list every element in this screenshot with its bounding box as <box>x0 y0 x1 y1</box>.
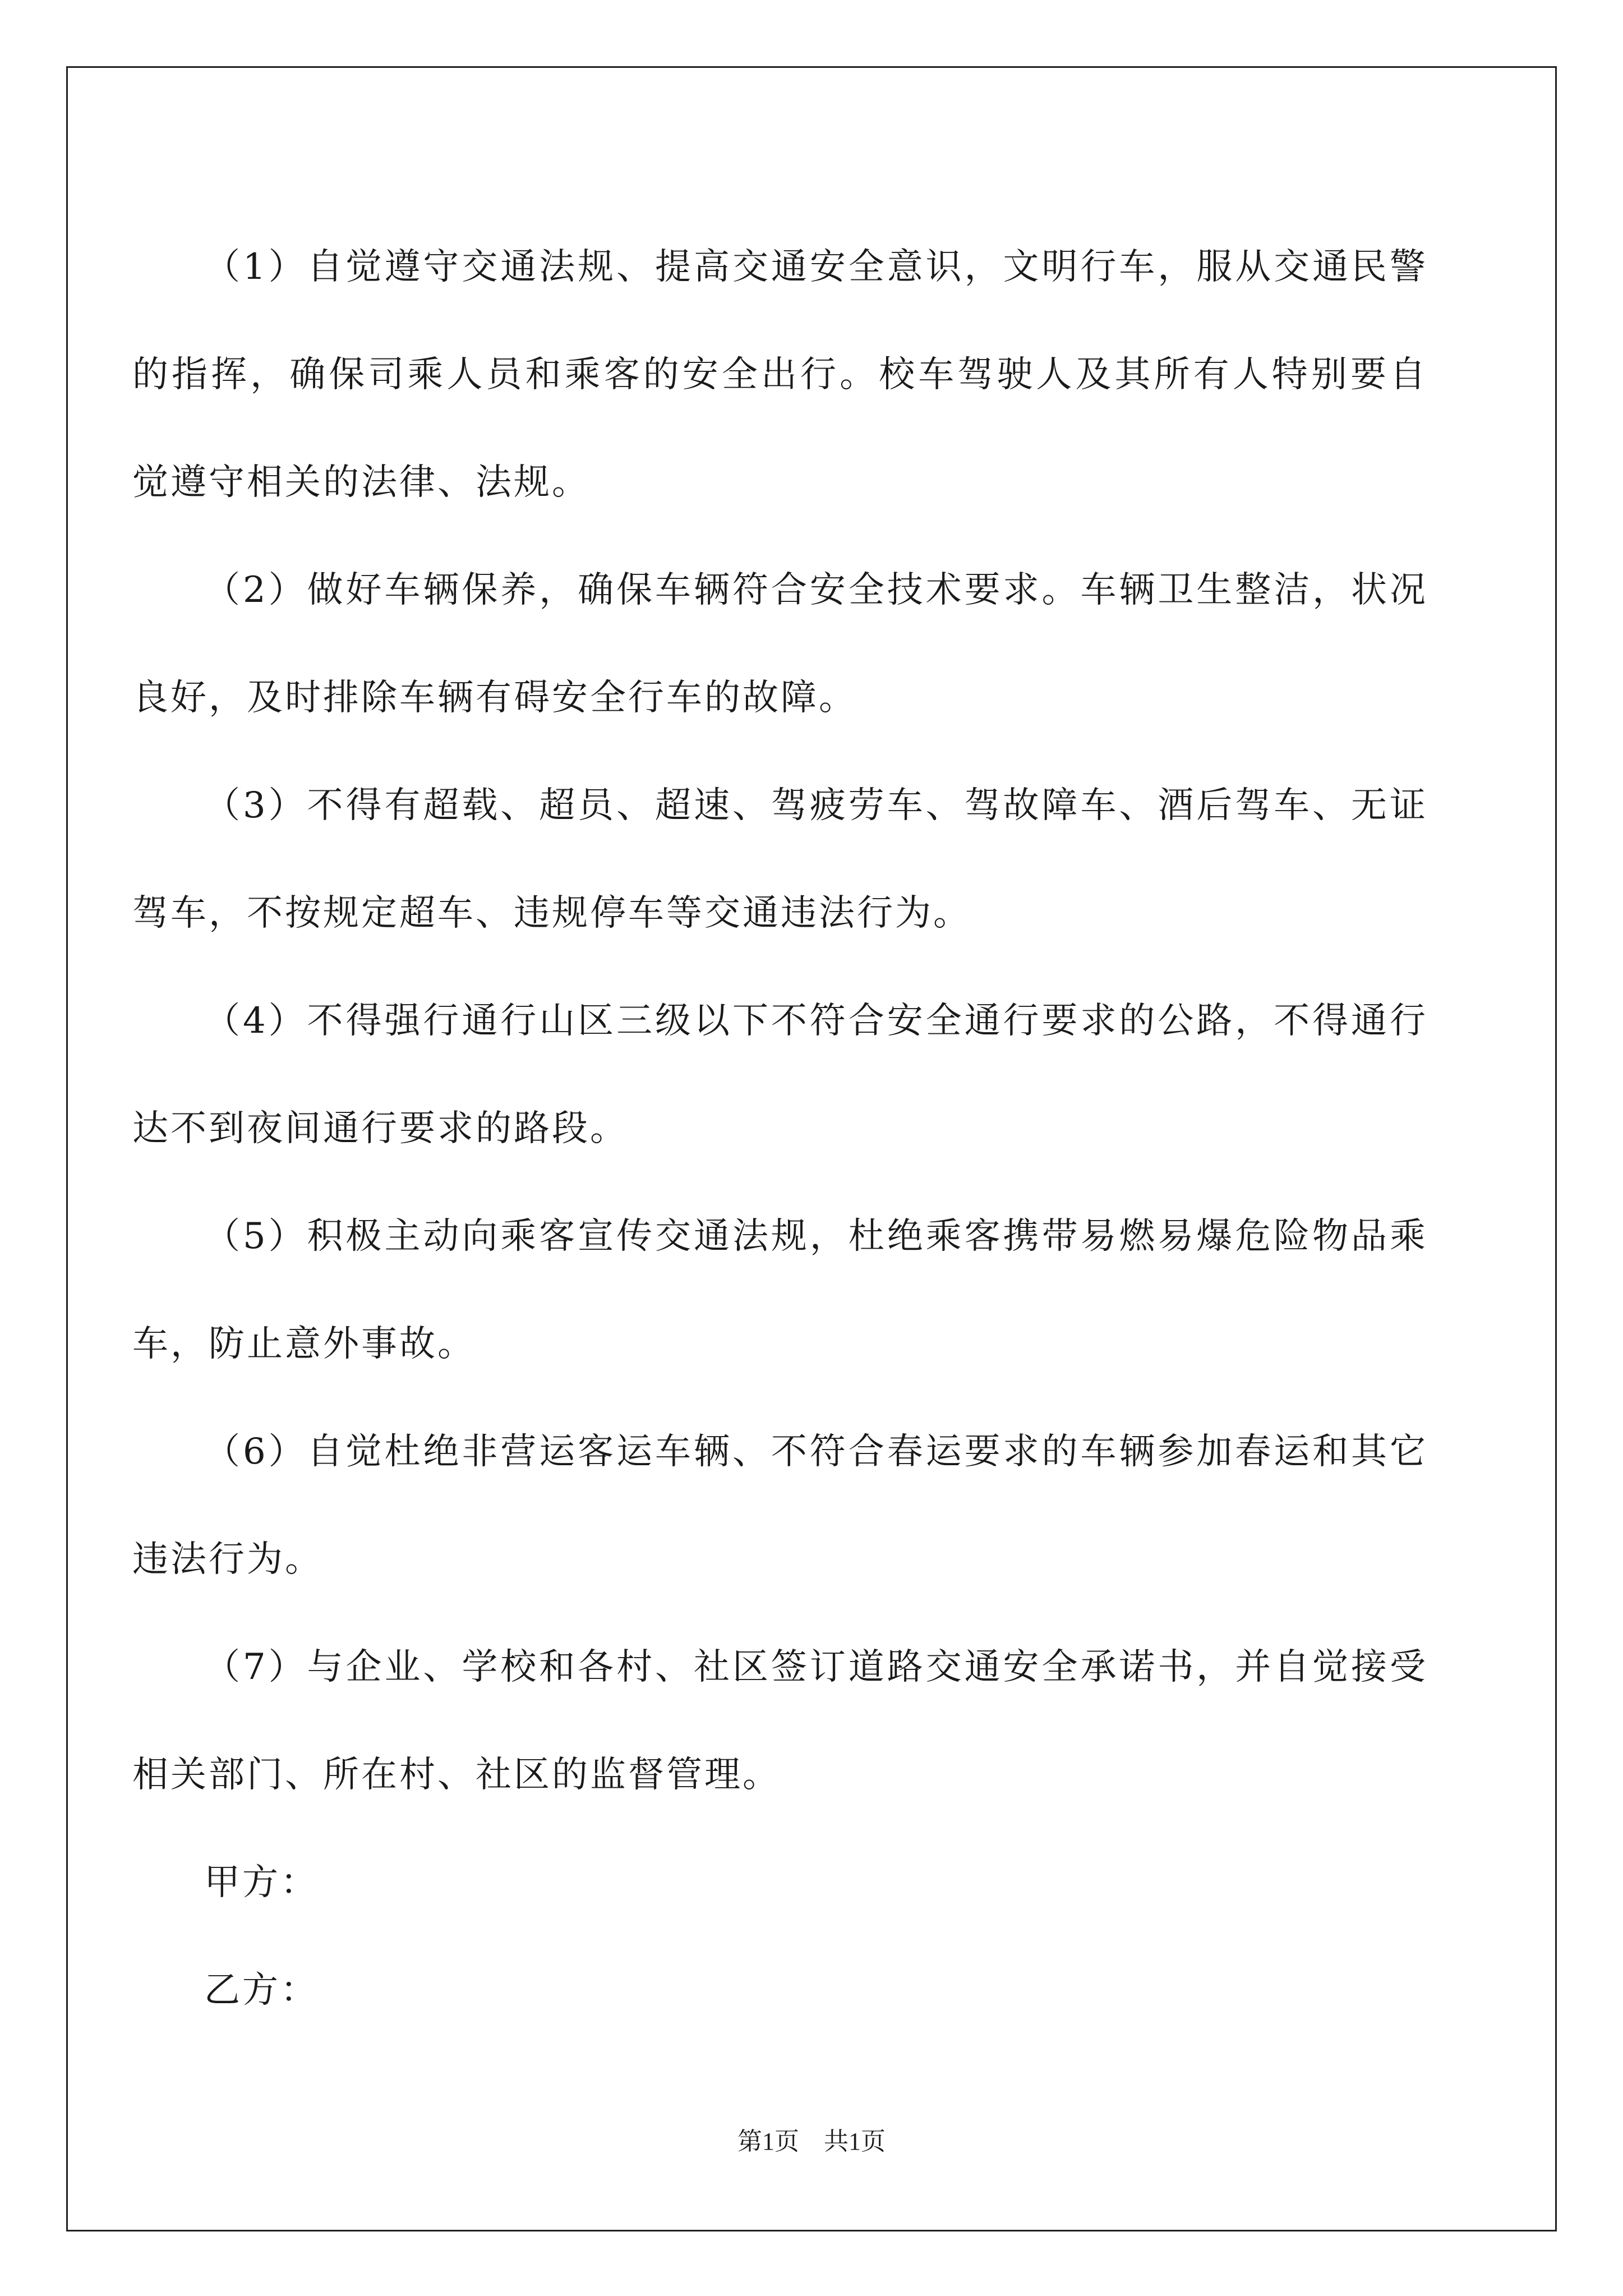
document-body <box>132 213 1428 2044</box>
clause-2: （2）做好车辆保养，确保车辆符合安全技术要求。车辆卫生整洁，状况良好，及时排除车辆有碍安全行车的故障。 <box>132 569 1428 719</box>
page-number-footer: 第1页 共1页 <box>737 2128 886 2155</box>
clause-7: （7）与企业、学校和各村、社区签订道路交通安全承诺书，并自觉接受相关部门、所在村、社区的监督管理。 <box>132 1646 1428 1796</box>
party-b-signature-line: 乙方： <box>204 1970 319 2011</box>
clause-1: （1）自觉遵守交通法规、提高交通安全意识，文明行车，服从交通民警的指挥，确保司乘人员和乘客的安全出行。校车驾驶人及其所有人特别要自觉遵守相关的法律、法规。 <box>132 246 1428 503</box>
party-a-signature-line: 甲方： <box>204 1862 319 1903</box>
clause-5: （5）积极主动向乘客宣传交通法规，杜绝乘客携带易燃易爆危险物品乘车，防止意外事故。 <box>132 1216 1428 1365</box>
clause-3: （3）不得有超载、超员、超速、驾疲劳车、驾故障车、酒后驾车、无证驾车，不按规定超车、违规停车等交通违法行为。 <box>132 785 1428 934</box>
clause-4: （4）不得强行通行山区三级以下不符合安全通行要求的公路，不得通行达不到夜间通行要求的路段。 <box>132 1000 1428 1149</box>
clause-6: （6）自觉杜绝非营运客运车辆、不符合春运要求的车辆参加春运和其它违法行为。 <box>132 1431 1428 1580</box>
